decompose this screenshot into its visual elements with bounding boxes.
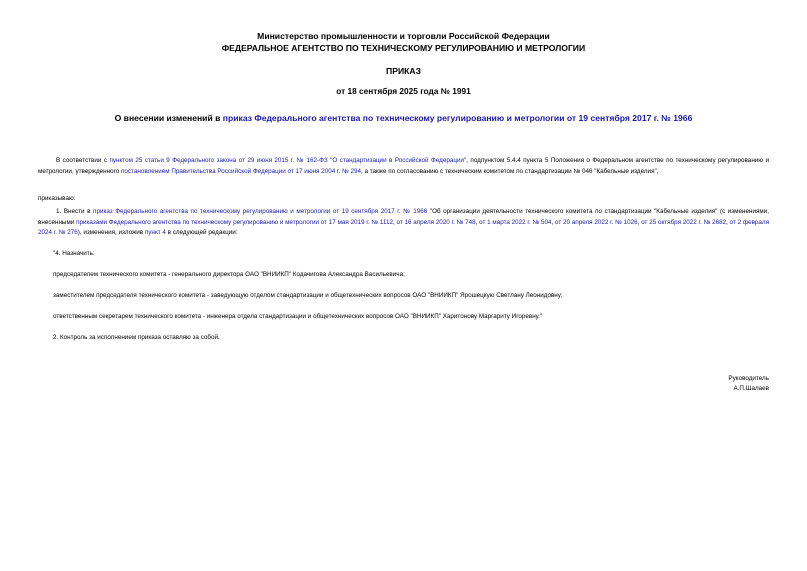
preamble-text-1: В соответствии с [56, 157, 110, 164]
federal-law-link[interactable]: пунктом 25 статьи 9 Федерального закона от 29 июня 2015 г. № 162-ФЗ "О стандартизации в Российской Федерации" [109, 157, 467, 164]
government-decree-link[interactable]: постановлением Правительства Российской Федерации от 17 июня 2004 г. № 294 [121, 167, 361, 175]
item-1-paragraph [38, 207, 769, 239]
item1-text-4: , [475, 218, 480, 226]
order-748-link[interactable]: от 16 апреля 2020 г. № 748 [396, 218, 476, 226]
agency-name: ФЕДЕРАЛЬНОЕ АГЕНТСТВО ПО ТЕХНИЧЕСКОМУ РЕГУЛИРОВАНИЮ И МЕТРОЛОГИИ [221, 43, 586, 53]
document-type: ПРИКАЗ [386, 66, 421, 76]
document-date-number: от 18 сентября 2025 года № 1991 [336, 86, 471, 96]
item1-text-1: 1. Внести в [56, 208, 94, 215]
order-2682-link[interactable]: от 25 октября 2022 г. № 2682 [641, 218, 727, 226]
order-504-link[interactable]: от 1 марта 2022 г. № 504 [479, 218, 552, 226]
item1-text-5: , [551, 218, 556, 226]
order-276-link[interactable]: от 2 февраля 2024 г. № 276 [38, 218, 770, 237]
order-1112-link[interactable]: приказами Федерального агентства по техническому регулированию и метрологии от 17 мая 2019 г. № 1112 [76, 218, 393, 226]
item1-text-7: , [726, 218, 730, 226]
item1-text-3: , [392, 218, 397, 226]
document-title [0, 113, 807, 123]
signature-name: А.П.Шалаев [733, 385, 769, 392]
item1-text-9: в следующей редакции: [165, 229, 238, 237]
order-1026-link[interactable]: от 20 апреля 2022 г. № 1026 [555, 218, 638, 226]
item1-text-6: , [637, 218, 642, 226]
order-1966-link[interactable]: приказ Федерального агентства по техническому регулированию и метрологии от 19 сентября 2017 г. № 1966 [93, 208, 428, 215]
preamble-text-3: , а также по согласованию с техническим комитетом по стандартизации № 046 "Кабельные изделия", [360, 167, 659, 175]
signature-position: Руководитель [728, 375, 769, 382]
quote-chair: председателем технического комитета - генерального директора ОАО "ВНИИКП" Кодачигова Александра Васильевича; [53, 271, 405, 278]
point-4-link[interactable]: пункт 4 [144, 229, 166, 237]
title-prefix: О внесении изменений в [114, 113, 223, 123]
ministry-name: Министерство промышленности и торговли Российской Федерации [257, 31, 550, 41]
item1-text-8: ), изменения, изложив [77, 229, 145, 237]
item1-text-2: "Об организации деятельности технического комитета по стандартизации "Кабельные изделия" (с изменениями, внесенными [38, 208, 769, 226]
preamble-text-2: , подпунктом 5.4.4 пункта 5 Положения о Федеральном агентстве по техническому регулированию и метрологии, утвержденного [38, 157, 769, 175]
quote-secretary: ответственным секретарем технического комитета - инженера отдела стандартизации и общетехнических вопросов ОАО "ВНИИКП" Харитонову Маргариту Игоревну." [53, 313, 543, 320]
quote-point-4: "4. Назначить: [53, 250, 95, 257]
preamble-paragraph [38, 156, 769, 177]
item-2-paragraph: 2. Контроль за исполнением приказа оставляю за собой. [53, 334, 220, 341]
quote-deputy: заместителем председателя технического комитета - заведующую отделом стандартизации и общетехнических вопросов ОАО "ВНИИКП" Ярошецкую Светлану Леонидовну; [53, 292, 563, 299]
order-word: приказываю: [38, 195, 76, 202]
title-link[interactable]: приказ Федерального агентства по техническому регулированию и метрологии от 19 сентября 2017 г. № 1966 [222, 113, 693, 123]
